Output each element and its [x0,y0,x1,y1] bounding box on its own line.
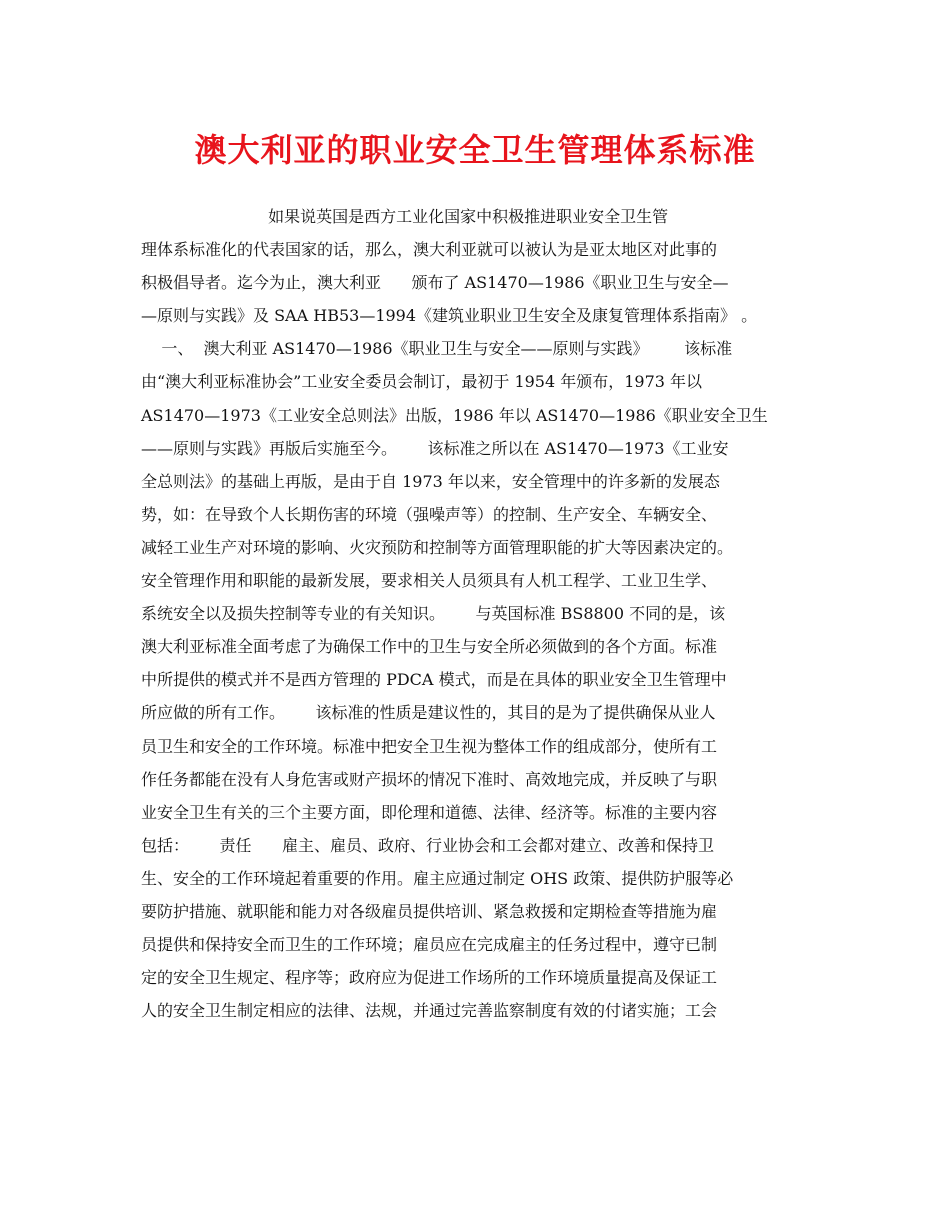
body-text-line: AS1470—1973《工业安全总则法》出版，1986 年以 AS1470—1986《职业安全卫生 [141,405,768,425]
body-text-line: 如果说英国是西方工业化国家中积极推进职业安全卫生管 [141,207,669,226]
body-text-line: ——原则与实践》再版后实施至今。 该标准之所以在 AS1470—1973《工业安 [141,438,729,458]
body-text-line: 员卫生和安全的工作环境。标准中把安全卫生视为整体工作的组成部分，使所有工 [141,736,718,756]
body-text-line: 澳大利亚标准全面考虑了为确保工作中的卫生与安全所必须做到的各个方面。标准 [141,637,718,657]
body-text-line: 生、安全的工作环境起着重要的作用。雇主应通过制定 OHS 政策、提供防护服等必 [141,868,734,888]
body-text-line: 定的安全卫生规定、程序等；政府应为促进工作场所的工作环境质量提高及保证工 [141,968,718,988]
body-text-line: 人的安全卫生制定相应的法律、法规，并通过完善监察制度有效的付诸实施；工会 [141,1001,718,1021]
body-text-line: 积极倡导者。迄今为止，澳大利亚 颁布了 AS1470—1986《职业卫生与安全— [141,273,729,293]
body-text-line: 所应做的所有工作。 该标准的性质是建议性的，其目的是为了提供确保从业人 [141,703,716,723]
body-text-line: 作任务都能在没有人身危害或财产损坏的情况下准时、高效地完成，并反映了与职 [141,769,718,789]
body-text-line: 要防护措施、就职能和能力对各级雇员提供培训、紧急救援和定期检查等措施为雇 [141,901,718,921]
body-text-line: 理体系标准化的代表国家的话，那么，澳大利亚就可以被认为是亚太地区对此事的 [141,240,718,260]
body-text-line: 业安全卫生有关的三个主要方面，即伦理和道德、法律、经济等。标准的主要内容 [141,802,718,822]
body-text-line: 全总则法》的基础上再版，是由于自 1973 年以来，安全管理中的许多新的发展态 [141,471,720,491]
body-text-line: 中所提供的模式并不是西方管理的 PDCA 模式，而是在具体的职业安全卫生管理中 [141,670,727,690]
body-text-line: 员提供和保持安全而卫生的工作环境；雇员应在完成雇主的任务过程中，遵守已制 [141,935,718,955]
body-text-line: 由“澳大利亚标准协会”工业安全委员会制订，最初于 1954 年颁布，1973 年以 [141,372,703,392]
body-text-line: 势，如：在导致个人长期伤害的环境（强噪声等）的控制、生产安全、车辆安全、 [141,504,718,524]
document-title: 澳大利亚的职业安全卫生管理体系标准 [194,131,756,169]
body-text-line: 减轻工业生产对环境的影响、火灾预防和控制等方面管理职能的扩大等因素决定的。 [141,537,734,557]
body-text-line: 一、 澳大利亚 AS1470—1986《职业卫生与安全——原则与实践》 该标准 [141,339,733,359]
body-text-line: —原则与实践》及 SAA HB53—1994《建筑业职业卫生安全及康复管理体系指南》 。 [141,306,758,326]
body-text-line: 系统安全以及损失控制等专业的有关知识。 与英国标准 BS8800 不同的是，该 [141,604,726,624]
body-text-line: 安全管理作用和职能的最新发展，要求相关人员须具有人机工程学、工业卫生学、 [141,571,718,591]
document-body [141,200,813,1027]
body-text-line: 包括： 责任 雇主、雇员、政府、行业协会和工会都对建立、改善和保持卫 [141,835,715,855]
